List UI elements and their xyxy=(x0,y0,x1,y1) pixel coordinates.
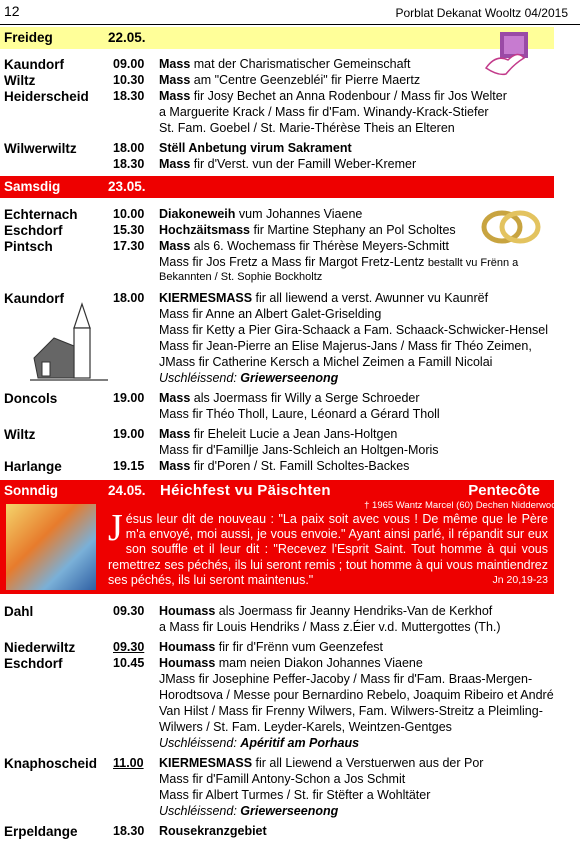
mass-time: 09.00 xyxy=(113,57,145,71)
mass-description: Mass fir d'Famillje Jans-Schleich an Holtgen-Moris xyxy=(159,443,439,457)
obituary-note: † 1965 Wantz Marcel (60) Dechen Nidderwooltz xyxy=(364,500,566,511)
mass-time: 10.45 xyxy=(113,656,145,670)
day-band-samsdig xyxy=(0,176,554,198)
mass-description: Mass mat der Charismatischer Gemeinschaft xyxy=(159,57,411,71)
place-name: Pintsch xyxy=(4,239,53,254)
mass-description: a Marguerite Krack / Mass fir d'Fam. Winandy-Krack-Stiefer xyxy=(159,105,489,119)
feast-title: Héichfest vu Päischten xyxy=(160,482,331,499)
mass-description: Mass fir Théo Tholl, Laure, Léonard a Gérard Tholl xyxy=(159,407,440,421)
mass-description: Mass fir Jean-Pierre an Elise Majerus-Jans / Mass fir Théo Zeimen, xyxy=(159,339,532,353)
mass-time: 18.30 xyxy=(113,824,145,838)
mass-description: Mass am "Centre Geenzebléi" fir Pierre Maertz xyxy=(159,73,421,87)
wedding-rings-icon xyxy=(478,203,544,247)
mass-description: Hochzäitsmass fir Martine Stephany an Pol Scholtes xyxy=(159,223,456,237)
mass-description: Uschléissend: Griewerseenong xyxy=(159,371,339,385)
mass-time: 09.30 xyxy=(113,640,145,654)
mass-description: JMass fir Catherine Kersch a Michel Zeimen a Famill Nicolai xyxy=(159,355,493,369)
mass-time: 19.15 xyxy=(113,459,145,473)
mass-description: Mass fir Anne an Albert Galet-Griselding xyxy=(159,307,382,321)
mass-description: Mass fir Josy Bechet an Anna Rodenbour / Mass fir Jos Welter xyxy=(159,89,507,103)
day-date: 23.05. xyxy=(108,179,146,194)
place-name: Erpeldange xyxy=(4,824,78,839)
gospel-quote xyxy=(108,507,548,588)
mass-description: Diakoneweih vum Johannes Viaene xyxy=(159,207,363,221)
mass-description: Houmass mam neien Diakon Johannes Viaene xyxy=(159,656,423,670)
mass-description: KIERMESMASS fir all liewend a verst. Awunner vu Kaunrëf xyxy=(159,291,489,305)
day-name: Sonndig xyxy=(4,483,58,498)
place-name: Kaundorf xyxy=(4,57,64,72)
mass-time: 11.00 xyxy=(113,756,144,770)
mass-description: Horodtsova / Messe pour Bernardino Rebelo, Joaquim Ribeiro et André xyxy=(159,688,554,702)
mass-description: Mass fir d'Poren / St. Famill Scholtes-Backes xyxy=(159,459,410,473)
mass-description: KIERMESMASS fir all Liewend a Verstuerwen aus der Por xyxy=(159,756,484,770)
place-name: Echternach xyxy=(4,207,78,222)
mass-description: St. Fam. Goebel / St. Marie-Thérèse Theis an Elteren xyxy=(159,121,455,135)
mass-time: 10.30 xyxy=(113,73,145,87)
page-number: 12 xyxy=(4,3,20,19)
place-name: Niederwiltz xyxy=(4,640,76,655)
dove-icon xyxy=(484,30,532,78)
mass-description: Mass fir Albert Turmes / St. fir Stëfter a Wohltäter xyxy=(159,788,431,802)
mass-description: Stëll Anbetung virum Sakrament xyxy=(159,141,352,155)
mass-time: 18.00 xyxy=(113,141,145,155)
mass-time: 15.30 xyxy=(113,223,145,237)
day-name: Freideg xyxy=(4,30,53,45)
mass-time: 18.30 xyxy=(113,89,145,103)
mass-time: 19.00 xyxy=(113,427,145,441)
place-name: Kaundorf xyxy=(4,291,64,306)
mass-description: Houmass fir fir d'Frënn vum Geenzefest xyxy=(159,640,384,654)
mass-time: 10.00 xyxy=(113,207,145,221)
quote-text: ésus leur dit de nouveau : "La paix soit avec vous ! De même que le Père m'a envoyé, moi aussi, je vous envoie." Ayant ainsi parlé, il répandit sur eux son souffle et il leur dit : "Recevez l'Esprit Saint. Tout homme à qui vous remettrez ses péchés, ils lui seront remis ; tout homme à qui vous maintiendrez ses péchés, ils lui seront maintenus." xyxy=(108,512,548,587)
mass-description: Uschléissend: Apéritif am Porhaus xyxy=(159,736,360,750)
place-name: Wiltz xyxy=(4,73,36,88)
place-name: Doncols xyxy=(4,391,58,406)
mass-description: Houmass als Joermass fir Jeanny Hendriks-Van de Kerkhof xyxy=(159,604,493,618)
place-name: Eschdorf xyxy=(4,223,63,238)
feast-title-fr: Pentecôte xyxy=(468,482,540,499)
mass-description: Mass als Joermass fir Willy a Serge Schroeder xyxy=(159,391,420,405)
quote-dropcap: J xyxy=(108,507,123,549)
place-name: Wilwerwiltz xyxy=(4,141,77,156)
mass-description: Mass fir Eheleit Lucie a Jean Jans-Holtgen xyxy=(159,427,398,441)
place-name: Knaphoscheid xyxy=(4,756,98,771)
mass-description: Rousekranzgebiet xyxy=(159,824,267,838)
page-header xyxy=(0,0,580,25)
place-name: Eschdorf xyxy=(4,656,63,671)
mass-description: JMass fir Josephine Peffer-Jacoby / Mass fir d'Fam. Braas-Mergen- xyxy=(159,672,533,686)
mass-description: a Mass fir Louis Hendriks / Mass z.Éier v.d. Muttergottes (Th.) xyxy=(159,620,501,634)
mass-description: Bekannten / St. Sophie Bockholtz xyxy=(159,271,323,283)
place-name: Harlange xyxy=(4,459,62,474)
mass-description: Uschléissend: Griewerseenong xyxy=(159,804,339,818)
mass-description: Mass als 6. Wochemass fir Thérèse Meyers-Schmitt xyxy=(159,239,449,253)
day-band-sonndig xyxy=(0,480,554,502)
mass-description: Mass fir d'Verst. vun der Famill Weber-Kremer xyxy=(159,157,417,171)
mass-time: 19.00 xyxy=(113,391,145,405)
day-band-freideg xyxy=(0,27,554,49)
publication-title: Porblat Dekanat Wooltz 04/2015 xyxy=(395,6,568,20)
pentecost-window-image xyxy=(6,504,96,590)
mass-description: Mass fir d'Famill Antony-Schon a Jos Schmit xyxy=(159,772,406,786)
mass-description: Wilwers / St. Fam. Leyder-Karels, Weintzen-Gentges xyxy=(159,720,452,734)
quote-reference: Jn 20,19-23 xyxy=(492,573,548,586)
place-name: Dahl xyxy=(4,604,34,619)
day-date: 24.05. xyxy=(108,483,146,498)
place-name: Wiltz xyxy=(4,427,36,442)
mass-time: 18.30 xyxy=(113,157,145,171)
mass-time: 17.30 xyxy=(113,239,145,253)
day-name: Samsdig xyxy=(4,179,61,194)
mass-time: 18.00 xyxy=(113,291,145,305)
place-name: Heiderscheid xyxy=(4,89,89,104)
mass-description: Mass fir Ketty a Pier Gira-Schaack a Fam. Schaack-Schwicker-Hensel xyxy=(159,323,549,337)
mass-description: Van Hilst / Mass fir Frenny Wilwers, Fam. Wilwers-Streitz a Pleimling- xyxy=(159,704,543,718)
day-date: 22.05. xyxy=(108,30,146,45)
church-icon xyxy=(30,302,110,384)
mass-time: 09.30 xyxy=(113,604,145,618)
mass-description: Mass fir Jos Fretz a Mass fir Margot Fretz-Lentz bestallt vu Frënn a xyxy=(159,255,519,269)
